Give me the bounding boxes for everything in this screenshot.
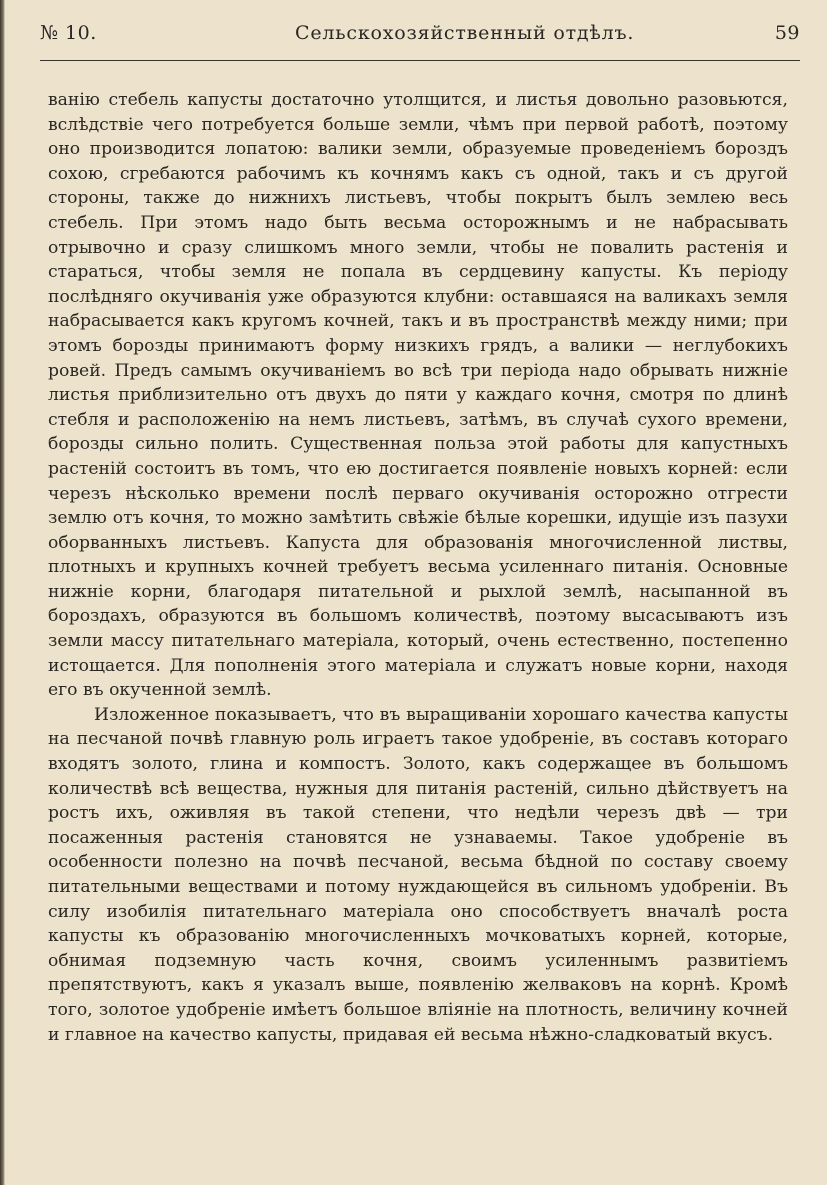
running-header — [40, 16, 800, 46]
issue-number: № 10. — [40, 22, 97, 44]
paragraph-1: ванію стебель капусты достаточно утолщится, и листья довольно разовьются, вслѣдствіе чего потребуется больше земли, чѣмъ при первой работѣ, поэтому оно производится лопатою: валики земли, образуемые проведеніемъ бороздъ сохою, сгребаются рабочимъ къ кочнямъ какъ съ одной, такъ и съ другой стороны, также до нижнихъ листьевъ, чтобы покрытъ былъ землею весь стебель. При этомъ надо быть весьма осторожнымъ и не набрасывать отрывочно и сразу слишкомъ много земли, чтобы не повалить растенія и стараться, чтобы земля не попала въ сердцевину капусты. Къ періоду послѣдняго окучиванія уже образуются клубни: оставшаяся на валикахъ земля набрасывается какъ кругомъ кочней, такъ и въ пространствѣ между ними; при этомъ борозды принимаютъ форму низкихъ грядъ, а валики — неглубокихъ ровей. Предъ самымъ окучиваніемъ во всѣ три періода надо обрывать нижніе листья приблизительно отъ двухъ до пяти у каждаго кочня, смотря по длинѣ стебля и расположенію на немъ листьевъ, затѣмъ, въ случаѣ сухого времени, борозды сильно полить. Существенная польза этой работы для капустныхъ растеній состоитъ въ томъ, что ею достигается появленіе новыхъ корней: если черезъ нѣсколько времени послѣ перваго окучиванія осторожно отгрести землю отъ кочня, то можно замѣтить свѣжіе бѣлые корешки, идущіе изъ пазухи оборванныхъ листьевъ. Капуста для образованія многочисленной листвы, плотныхъ и крупныхъ кочней требуетъ весьма усиленнаго питанія. Основные нижніе корни, благодаря питательной и рыхлой землѣ, насыпанной въ бороздахъ, образуются въ большомъ количествѣ, поэтому высасываютъ изъ земли массу питательнаго матеріала, который, очень естественно, постепенно истощается. Для пополненія этого матеріала и служатъ новые корни, находя его въ окученной землѣ. — [48, 90, 788, 701]
page-binding-edge — [0, 0, 5, 1185]
document-page — [40, 16, 800, 1166]
header-rule — [40, 60, 800, 61]
page-number: 59 — [774, 22, 800, 44]
paragraph-2: Изложенное показываетъ, что въ выращиваніи хорошаго качества капусты на песчаной почвѣ главную роль играетъ такое удобреніе, въ составъ котораго входятъ золото, глина и компостъ. Золото, какъ содержащее въ большомъ количествѣ всѣ вещества, нужныя для питанія растеній, сильно дѣйствуетъ на ростъ ихъ, оживляя въ такой степени, что недѣли черезъ двѣ — три посаженныя растенія становятся не узнаваемы. Такое удобреніе въ особенности полезно на почвѣ песчаной, весьма бѣдной по составу своему питательными веществами и потому нуждающейся въ сильномъ удобреніи. Въ силу изобилія питательнаго матеріала оно способствуетъ вначалѣ роста капусты къ образованію многочисленныхъ мочковатыхъ корней, которые, обнимая подземную часть кочня, своимъ усиленнымъ развитіемъ препятствуютъ, какъ я указалъ выше, появленію желваковъ на корнѣ. Кромѣ того, золотое удобреніе имѣетъ большое вліяніе на плотность, величину кочней и главное на качество капусты, придавая ей весьма нѣжно-сладковатый вкусъ. — [48, 704, 788, 1045]
section-title: Сельскохозяйственный отдѣлъ. — [295, 22, 635, 44]
body-text — [48, 88, 788, 1047]
